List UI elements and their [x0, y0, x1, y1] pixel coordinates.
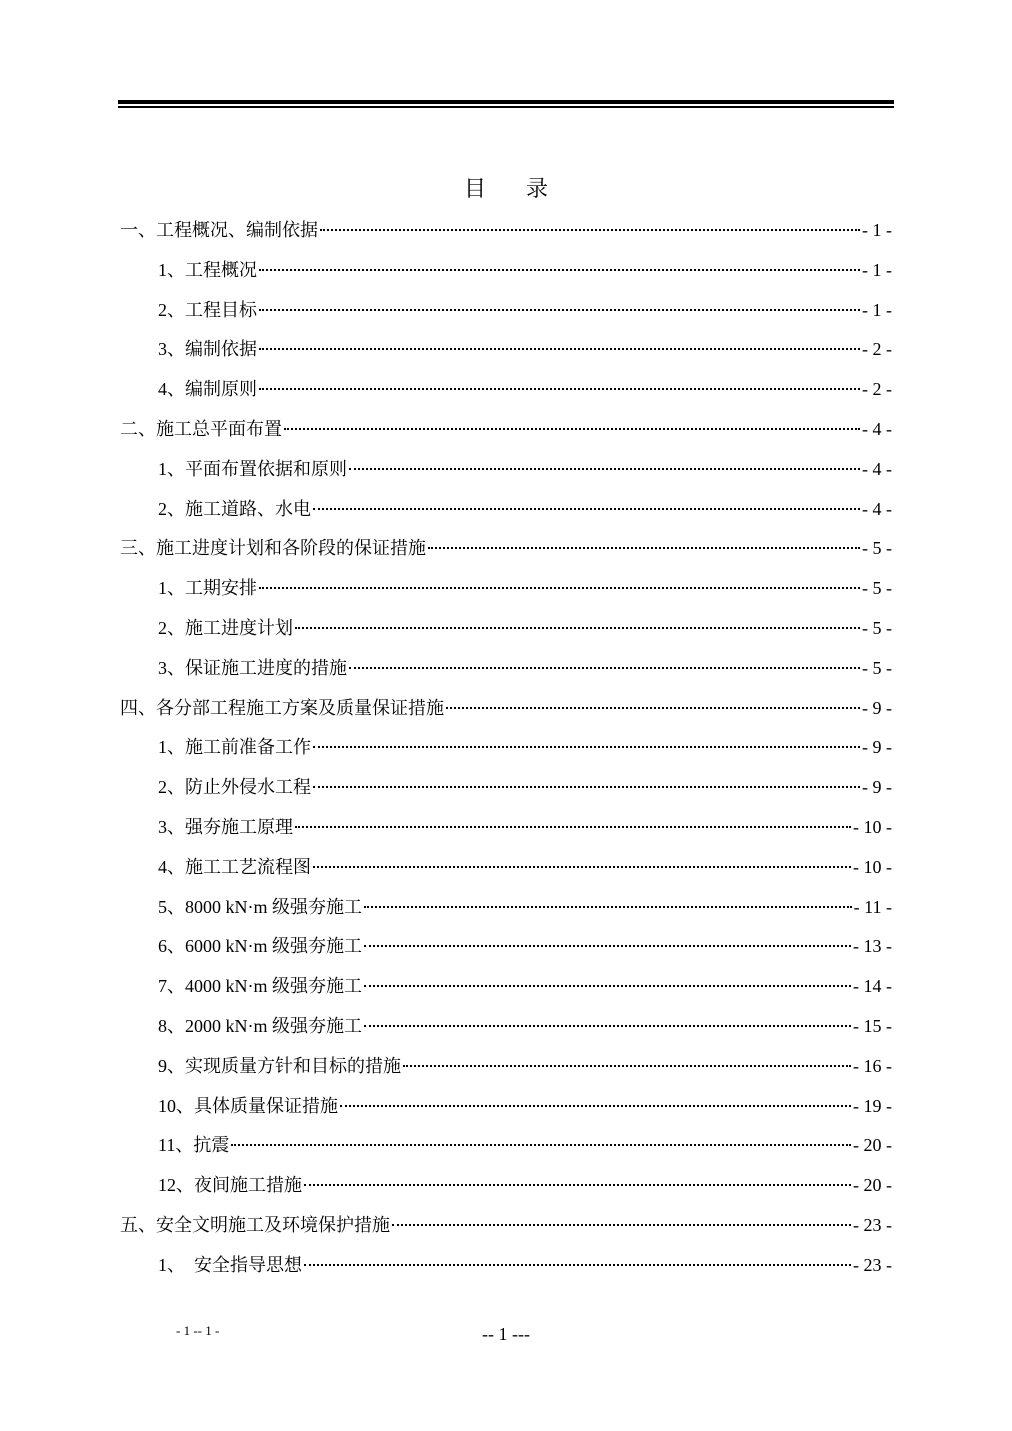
- toc-dot-leader: [320, 229, 860, 231]
- toc-entry-label: 1、平面布置依据和原则: [158, 458, 347, 479]
- toc-entry-label: 2、防止外侵水工程: [158, 777, 311, 798]
- toc-dot-leader: [313, 866, 851, 868]
- toc-dot-leader: [313, 786, 860, 788]
- toc-dot-leader: [304, 1184, 851, 1186]
- toc-entry-page-number: - 20 -: [853, 1135, 892, 1156]
- toc-subsection-entry[interactable]: [120, 1051, 892, 1091]
- header-rule-thick: [118, 100, 894, 104]
- toc-dot-leader: [392, 1224, 851, 1226]
- toc-subsection-entry[interactable]: [120, 1091, 892, 1131]
- toc-entry-page-number: - 15 -: [853, 1015, 892, 1036]
- footer-page-number: -- 1 ---: [482, 1324, 530, 1344]
- toc-entry-page-number: - 9 -: [862, 697, 892, 718]
- toc-entry-page-number: - 9 -: [862, 737, 892, 758]
- toc-entry-label: 三、施工进度计划和各阶段的保证措施: [120, 538, 426, 559]
- toc-entry-page-number: - 16 -: [853, 1055, 892, 1076]
- toc-subsection-entry[interactable]: [120, 653, 892, 693]
- toc-dot-leader: [295, 627, 860, 629]
- toc-entry-page-number: - 4 -: [862, 418, 892, 439]
- toc-subsection-entry[interactable]: [120, 334, 892, 374]
- toc-subsection-entry[interactable]: [120, 255, 892, 295]
- toc-entry-label: 3、保证施工进度的措施: [158, 657, 347, 678]
- toc-subsection-entry[interactable]: [120, 772, 892, 812]
- toc-entry-page-number: - 5 -: [862, 538, 892, 559]
- toc-entry-page-number: - 5 -: [862, 657, 892, 678]
- toc-dot-leader: [259, 587, 860, 589]
- toc-subsection-entry[interactable]: [120, 494, 892, 534]
- toc-dot-leader: [446, 707, 860, 709]
- toc-entry-label: 7、4000 kN·m 级强夯施工: [158, 976, 362, 997]
- toc-dot-leader: [259, 348, 860, 350]
- toc-dot-leader: [364, 1025, 851, 1027]
- toc-subsection-entry[interactable]: [120, 732, 892, 772]
- toc-entry-label: 2、施工道路、水电: [158, 498, 311, 519]
- toc-dot-leader: [403, 1065, 851, 1067]
- toc-entry-page-number: - 2 -: [862, 379, 892, 400]
- toc-subsection-entry[interactable]: [120, 613, 892, 653]
- toc-subsection-entry[interactable]: [120, 852, 892, 892]
- toc-dot-leader: [231, 1144, 851, 1146]
- toc-entry-label: 8、2000 kN·m 级强夯施工: [158, 1015, 362, 1036]
- toc-entry-label: 12、夜间施工措施: [158, 1175, 302, 1196]
- toc-subsection-entry[interactable]: [120, 1250, 892, 1290]
- toc-entry-label: 5、8000 kN·m 级强夯施工: [158, 896, 362, 917]
- toc-section-entry[interactable]: [120, 693, 892, 733]
- toc-entry-page-number: - 2 -: [862, 339, 892, 360]
- toc-entry-label: 2、施工进度计划: [158, 617, 293, 638]
- toc-entry-label: 3、编制依据: [158, 339, 257, 360]
- toc-entry-label: 四、各分部工程施工方案及质量保证措施: [120, 697, 444, 718]
- toc-section-entry[interactable]: [120, 414, 892, 454]
- toc-entry-page-number: - 14 -: [853, 976, 892, 997]
- toc-list: [120, 215, 892, 1290]
- toc-subsection-entry[interactable]: [120, 374, 892, 414]
- toc-entry-label: 二、施工总平面布置: [120, 418, 282, 439]
- toc-subsection-entry[interactable]: [120, 1130, 892, 1170]
- toc-entry-page-number: - 19 -: [853, 1095, 892, 1116]
- toc-dot-leader: [364, 945, 851, 947]
- toc-entry-label: 一、工程概况、编制依据: [120, 220, 318, 240]
- toc-entry-page-number: - 5 -: [862, 617, 892, 638]
- toc-dot-leader: [284, 428, 860, 430]
- toc-entry-label: 6、6000 kN·m 级强夯施工: [158, 936, 362, 957]
- toc-entry-page-number: - 23 -: [853, 1254, 892, 1275]
- toc-dot-leader: [259, 388, 860, 390]
- toc-entry-page-number: - 13 -: [853, 936, 892, 957]
- toc-dot-leader: [340, 1105, 851, 1107]
- toc-entry-page-number: - 10 -: [853, 816, 892, 837]
- toc-entry-page-number: - 23 -: [853, 1214, 892, 1235]
- toc-entry-label: 1、施工前准备工作: [158, 737, 311, 758]
- toc-dot-leader: [364, 906, 852, 908]
- header-rule-thin: [118, 106, 894, 108]
- toc-entry-page-number: - 1 -: [862, 259, 892, 280]
- toc-title: 目录: [463, 176, 588, 201]
- toc-entry-page-number: - 20 -: [853, 1175, 892, 1196]
- toc-subsection-entry[interactable]: [120, 295, 892, 335]
- toc-entry-label: 五、安全文明施工及环境保护措施: [120, 1214, 390, 1235]
- toc-subsection-entry[interactable]: [120, 573, 892, 613]
- toc-entry-page-number: - 9 -: [862, 777, 892, 798]
- toc-dot-leader: [428, 547, 860, 549]
- toc-entry-page-number: - 4 -: [862, 458, 892, 479]
- toc-dot-leader: [304, 1264, 851, 1266]
- toc-subsection-entry[interactable]: [120, 1170, 892, 1210]
- toc-dot-leader: [349, 667, 860, 669]
- toc-entry-page-number: - 4 -: [862, 498, 892, 519]
- footer-page-number-small: - 1 -- 1 -: [176, 1323, 220, 1338]
- toc-subsection-entry[interactable]: [120, 812, 892, 852]
- toc-entry-page-number: - 11 -: [853, 896, 892, 917]
- toc-entry-label: 4、施工工艺流程图: [158, 856, 311, 877]
- toc-entry-label: 1、工程概况: [158, 259, 257, 280]
- toc-dot-leader: [259, 309, 860, 311]
- toc-section-entry[interactable]: [120, 215, 892, 255]
- toc-entry-label: 4、编制原则: [158, 379, 257, 400]
- toc-entry-page-number: - 1 -: [862, 299, 892, 320]
- toc-entry-label: 2、工程目标: [158, 299, 257, 320]
- toc-entry-page-number: - 5 -: [862, 578, 892, 599]
- toc-entry-label: 1、 安全指导思想: [158, 1254, 302, 1275]
- toc-entry-page-number: - 1 -: [862, 220, 892, 240]
- toc-dot-leader: [313, 746, 860, 748]
- toc-entry-label: 3、强夯施工原理: [158, 816, 293, 837]
- toc-subsection-entry[interactable]: [120, 892, 892, 932]
- toc-dot-leader: [349, 468, 860, 470]
- toc-dot-leader: [259, 269, 860, 271]
- toc-entry-page-number: - 10 -: [853, 856, 892, 877]
- toc-entry-label: 1、工期安排: [158, 578, 257, 599]
- toc-dot-leader: [313, 508, 860, 510]
- toc-section-entry[interactable]: [120, 533, 892, 573]
- toc-entry-label: 11、抗震: [158, 1135, 230, 1156]
- toc-entry-label: 9、实现质量方针和目标的措施: [158, 1055, 401, 1076]
- toc-dot-leader: [295, 826, 851, 828]
- toc-dot-leader: [364, 985, 851, 987]
- header-double-rule: [118, 100, 894, 110]
- toc-subsection-entry[interactable]: [120, 454, 892, 494]
- toc-section-entry[interactable]: [120, 1210, 892, 1250]
- toc-entry-label: 10、具体质量保证措施: [158, 1095, 338, 1116]
- toc-subsection-entry[interactable]: [120, 971, 892, 1011]
- toc-subsection-entry[interactable]: [120, 931, 892, 971]
- toc-subsection-entry[interactable]: [120, 1011, 892, 1051]
